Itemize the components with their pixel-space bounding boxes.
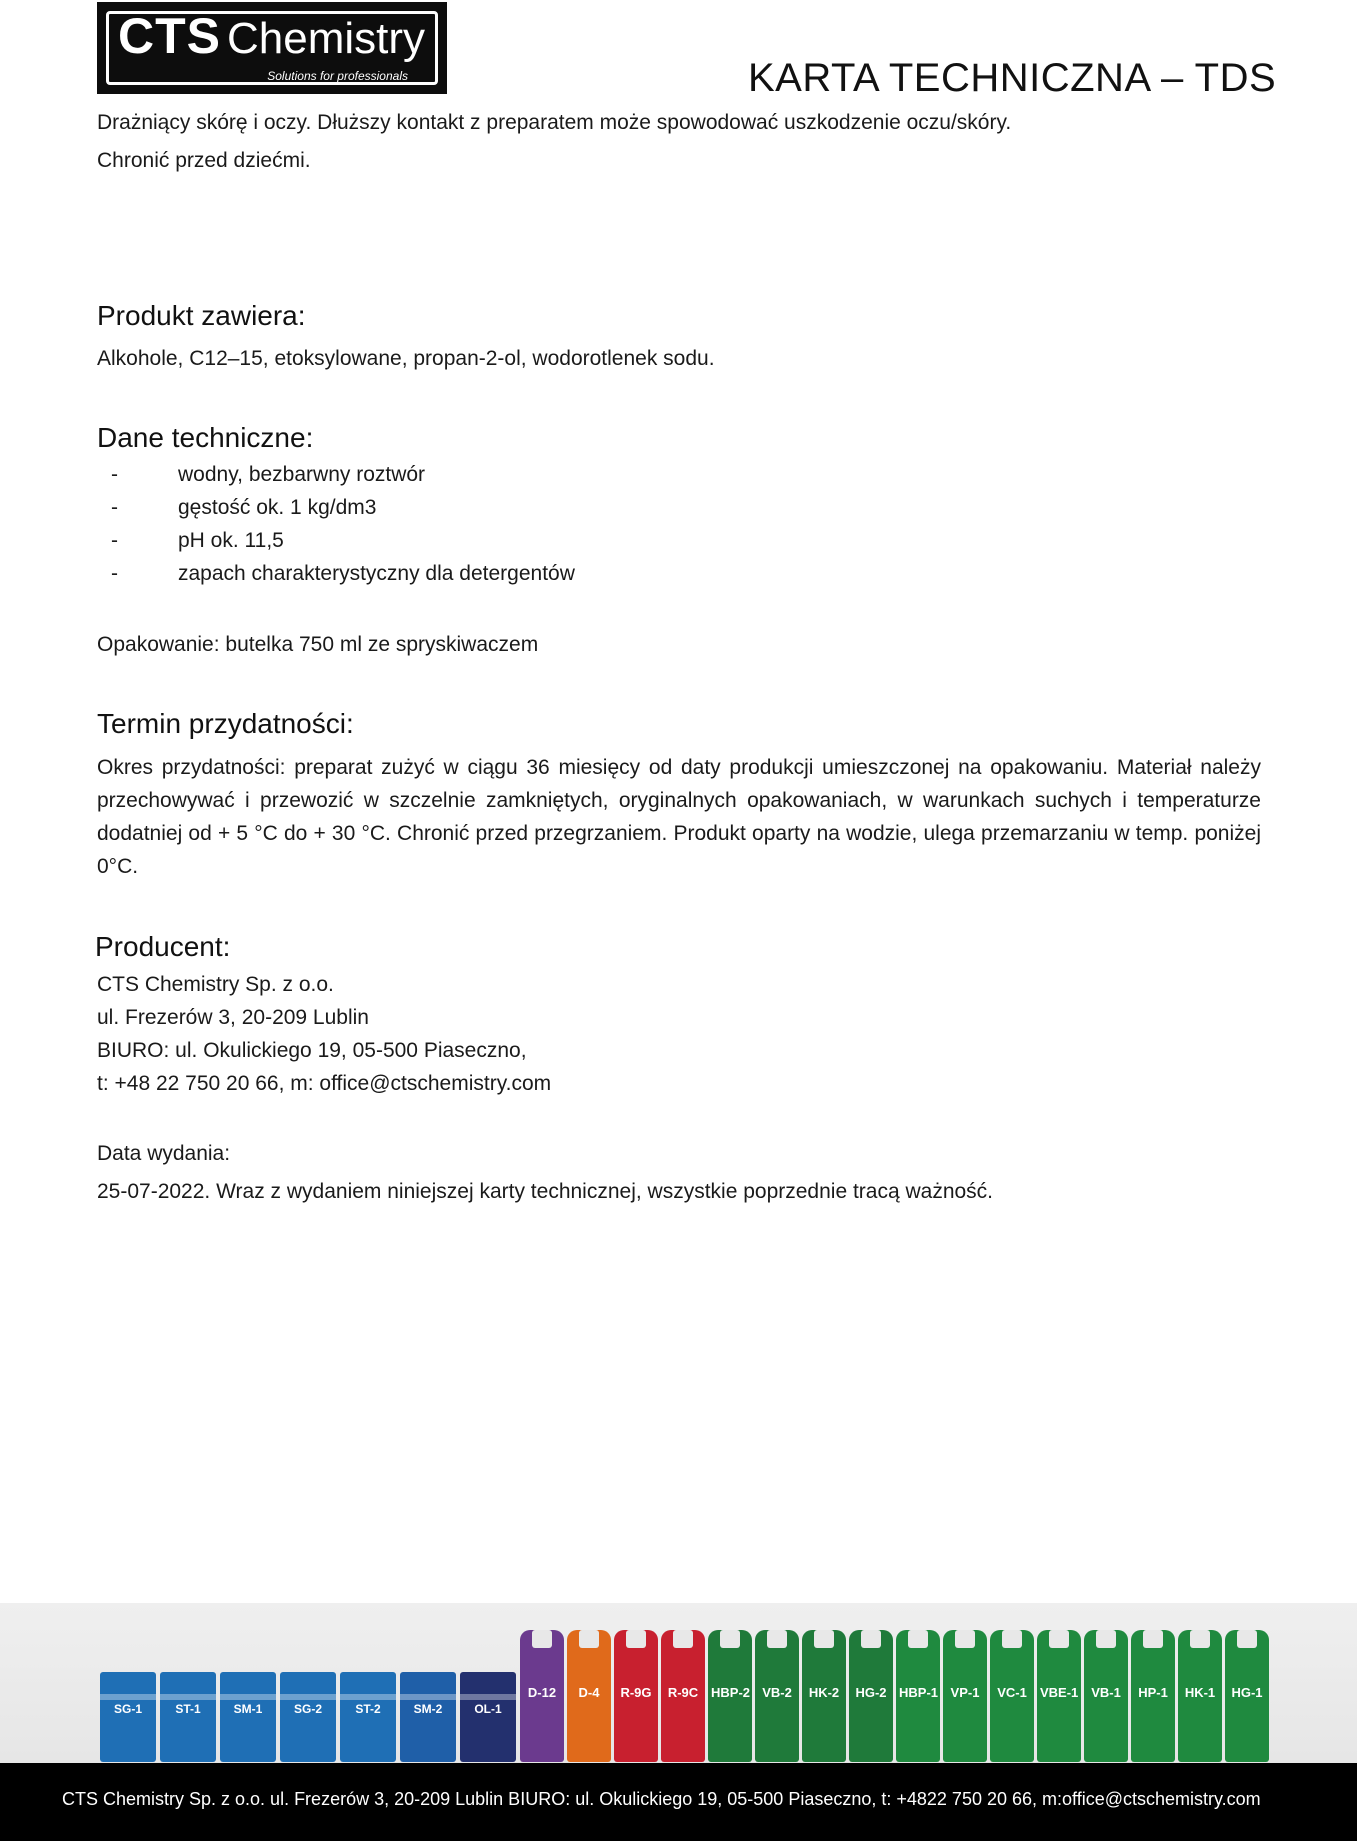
product-bottle bbox=[802, 1630, 846, 1762]
can-band bbox=[160, 1694, 216, 1700]
packaging-text: Opakowanie: butelka 750 ml ze spryskiwaczem bbox=[97, 633, 539, 656]
product-can bbox=[460, 1672, 516, 1762]
issue-date-label: Data wydania: bbox=[97, 1142, 231, 1165]
product-bottle bbox=[661, 1630, 705, 1762]
composition-heading: Produkt zawiera: bbox=[97, 300, 306, 331]
composition-text: Alkohole, C12–15, etoksylowane, propan-2-ol, wodorotlenek sodu. bbox=[97, 347, 715, 370]
can-band bbox=[100, 1694, 156, 1700]
can-band bbox=[460, 1694, 516, 1700]
list-item bbox=[97, 524, 797, 557]
producer-line-4: t: +48 22 750 20 66, m: office@ctschemistry.com bbox=[97, 1072, 552, 1095]
bottle-cap bbox=[814, 1630, 834, 1648]
bottle-cap bbox=[1002, 1630, 1022, 1648]
can-band bbox=[400, 1694, 456, 1700]
producer-line-2: ul. Frezerów 3, 20-209 Lublin bbox=[97, 1006, 369, 1029]
footer-contact: CTS Chemistry Sp. z o.o. ul. Frezerów 3, 20-209 Lublin BIURO: ul. Okulickiego 19, 05-500 Piaseczno, t: +4822 750 20 66, m:office@ctschemistry.com bbox=[62, 1789, 1261, 1809]
product-code: OL-1 bbox=[474, 1702, 502, 1716]
product-bottle bbox=[520, 1630, 564, 1762]
product-bottle bbox=[755, 1630, 799, 1762]
cts-chemistry-logo bbox=[97, 2, 447, 94]
product-bottle bbox=[1084, 1630, 1128, 1762]
document-title: KARTA TECHNICZNA – TDS bbox=[748, 56, 1277, 100]
product-bottle bbox=[1037, 1630, 1081, 1762]
product-can bbox=[400, 1672, 456, 1762]
product-bottle bbox=[708, 1630, 752, 1762]
product-code: HBP-2 bbox=[711, 1685, 751, 1700]
product-code: ST-1 bbox=[175, 1702, 201, 1716]
list-item-text: pH ok. 11,5 bbox=[178, 529, 284, 552]
bottle-cap bbox=[1143, 1630, 1163, 1648]
product-code: ST-2 bbox=[355, 1702, 381, 1716]
product-code: VB-2 bbox=[762, 1685, 792, 1700]
warning-line-1: Drażniący skórę i oczy. Dłuższy kontakt z preparatem może spowodować uszkodzenie oczu/skóry. bbox=[97, 111, 1012, 134]
logo-brand-2: Chemistry bbox=[227, 14, 426, 63]
bottle-cap bbox=[1049, 1630, 1069, 1648]
can-band bbox=[220, 1694, 276, 1700]
product-can bbox=[340, 1672, 396, 1762]
bottle-cap bbox=[1237, 1630, 1257, 1648]
bottle-cap bbox=[626, 1630, 646, 1648]
warning-line-2: Chronić przed dziećmi. bbox=[97, 149, 311, 172]
logo-brand: CTS bbox=[118, 8, 221, 64]
list-item-text: gęstość ok. 1 kg/dm3 bbox=[178, 496, 377, 519]
list-item-text: wodny, bezbarwny roztwór bbox=[178, 463, 426, 486]
product-bottle bbox=[567, 1630, 611, 1762]
product-lineup bbox=[100, 1612, 1263, 1762]
product-code: SG-1 bbox=[113, 1702, 142, 1716]
product-code: SG-2 bbox=[293, 1702, 322, 1716]
product-bottle bbox=[1131, 1630, 1175, 1762]
bottle-cap bbox=[955, 1630, 975, 1648]
list-item-text: zapach charakterystyczny dla detergentów bbox=[178, 562, 575, 585]
shelf-life-text: Okres przydatności: preparat zużyć w ciągu 36 miesięcy od daty produkcji umieszczonej na opakowaniu. Materiał należy przechowywać i przewozić w szczelnie zamkniętych, oryginalnych opakowaniach, w warunkach suchych i temperaturze dodatniej od + 5 °C do + 30 °C. Chronić przed przegrzaniem. Produkt oparty na wodzie, ulega przemarzaniu w temp. poniżej 0°C. bbox=[97, 756, 1261, 878]
issue-date-text: 25-07-2022. Wraz z wydaniem niniejszej karty technicznej, wszystkie poprzednie tracą ważność. bbox=[97, 1180, 994, 1203]
list-bullet: - bbox=[111, 562, 118, 585]
product-code: HG-2 bbox=[855, 1685, 887, 1700]
technical-heading: Dane techniczne: bbox=[97, 422, 314, 453]
bottle-cap bbox=[720, 1630, 740, 1648]
product-code: VBE-1 bbox=[1040, 1685, 1079, 1700]
product-can bbox=[280, 1672, 336, 1762]
product-code: SM-2 bbox=[413, 1702, 443, 1716]
product-code: VB-1 bbox=[1091, 1685, 1121, 1700]
product-code: HP-1 bbox=[1138, 1685, 1168, 1700]
list-item bbox=[97, 458, 797, 491]
bottle-cap bbox=[861, 1630, 881, 1648]
product-code: VP-1 bbox=[950, 1685, 980, 1700]
product-can bbox=[160, 1672, 216, 1762]
product-bottle bbox=[1178, 1630, 1222, 1762]
product-bottle bbox=[990, 1630, 1034, 1762]
product-bottle bbox=[943, 1630, 987, 1762]
producer-line-1: CTS Chemistry Sp. z o.o. bbox=[97, 973, 334, 996]
product-can bbox=[220, 1672, 276, 1762]
product-bottle bbox=[896, 1630, 940, 1762]
product-code: R-9G bbox=[620, 1685, 652, 1700]
bottle-cap bbox=[579, 1630, 599, 1648]
product-code: R-9C bbox=[667, 1685, 699, 1700]
product-can bbox=[100, 1672, 156, 1762]
bottle-cap bbox=[1096, 1630, 1116, 1648]
product-code: D-12 bbox=[527, 1685, 557, 1700]
logo-tagline: Solutions for professionals bbox=[267, 69, 408, 83]
can-band bbox=[280, 1694, 336, 1700]
bottle-cap bbox=[1190, 1630, 1210, 1648]
product-code: HK-1 bbox=[1184, 1685, 1216, 1700]
list-item bbox=[97, 557, 797, 590]
bottle-cap bbox=[908, 1630, 928, 1648]
bottle-cap bbox=[673, 1630, 693, 1648]
can-band bbox=[340, 1694, 396, 1700]
producer-line-3: BIURO: ul. Okulickiego 19, 05-500 Piaseczno, bbox=[97, 1039, 527, 1062]
product-code: D-4 bbox=[578, 1685, 600, 1700]
bottle-cap bbox=[532, 1630, 552, 1648]
shelf-life-heading: Termin przydatności: bbox=[97, 708, 354, 739]
product-bottle bbox=[1225, 1630, 1269, 1762]
list-item bbox=[97, 491, 797, 524]
product-code: HK-2 bbox=[808, 1685, 840, 1700]
list-bullet: - bbox=[111, 463, 118, 486]
list-bullet: - bbox=[111, 529, 118, 552]
logo-wordmark bbox=[118, 8, 426, 64]
product-bottle bbox=[614, 1630, 658, 1762]
producer-heading: Producent: bbox=[95, 931, 231, 962]
bottle-cap bbox=[767, 1630, 787, 1648]
product-bottle bbox=[849, 1630, 893, 1762]
product-code: SM-1 bbox=[233, 1702, 263, 1716]
product-code: HBP-1 bbox=[899, 1685, 939, 1700]
product-code: HG-1 bbox=[1231, 1685, 1263, 1700]
list-bullet: - bbox=[111, 496, 118, 519]
technical-list bbox=[97, 458, 797, 590]
footer-bar bbox=[0, 1763, 1357, 1841]
product-code: VC-1 bbox=[997, 1685, 1027, 1700]
